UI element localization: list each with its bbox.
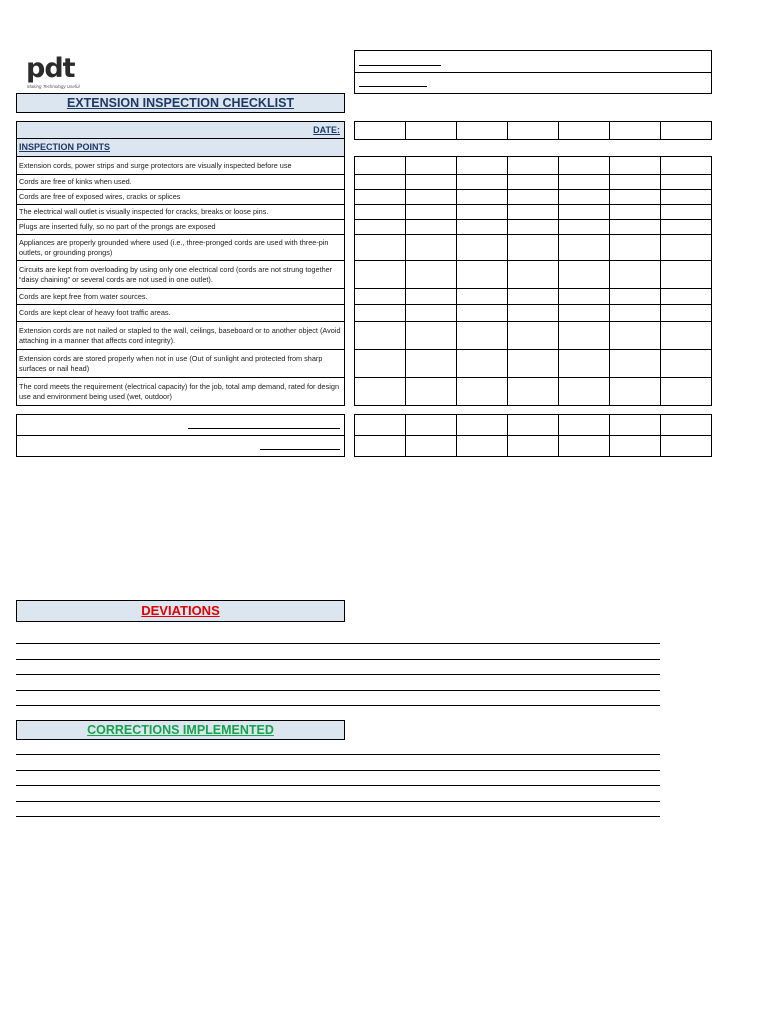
check-cell[interactable] — [610, 205, 661, 220]
inspection-points-label: INSPECTION POINTS — [19, 142, 111, 152]
signature-cell[interactable] — [457, 415, 508, 436]
inspection-item: Extension cords are not nailed or stapled to the wall, ceilings, baseboard or to another object (Avoid attaching in a manner that affects cord integrity). — [17, 322, 345, 350]
check-cell[interactable] — [610, 235, 661, 261]
check-cell[interactable] — [661, 378, 712, 406]
check-cell[interactable] — [406, 289, 457, 305]
check-cell[interactable] — [508, 190, 559, 205]
checklist-title — [16, 93, 345, 113]
date-cell[interactable] — [559, 122, 610, 140]
signature-cell[interactable] — [406, 436, 457, 457]
inspection-item: The electrical wall outlet is visually inspected for cracks, breaks or loose pins. — [17, 205, 345, 220]
signature-cell[interactable] — [610, 436, 661, 457]
check-cell[interactable] — [508, 220, 559, 235]
correction-line[interactable] — [16, 770, 660, 771]
check-cell[interactable] — [457, 289, 508, 305]
info-field-line[interactable] — [359, 65, 441, 66]
info-box — [354, 50, 712, 94]
signature-cell[interactable] — [661, 436, 712, 457]
correction-line[interactable] — [16, 816, 660, 817]
inspection-items-table — [16, 156, 345, 406]
checklist-title-text: EXTENSION INSPECTION CHECKLIST — [66, 96, 295, 110]
check-cell[interactable] — [406, 205, 457, 220]
check-cell[interactable] — [610, 220, 661, 235]
check-cell[interactable] — [508, 261, 559, 289]
check-cell[interactable] — [406, 235, 457, 261]
check-cell[interactable] — [508, 322, 559, 350]
deviation-line[interactable] — [16, 659, 660, 660]
logo-tagline: Making Technology Useful — [27, 84, 80, 89]
deviations-title: DEVIATIONS — [141, 603, 220, 618]
signature-cell[interactable] — [559, 415, 610, 436]
check-cell[interactable] — [457, 305, 508, 322]
check-cell[interactable] — [610, 190, 661, 205]
correction-line[interactable] — [16, 754, 660, 755]
check-cell[interactable] — [610, 261, 661, 289]
check-cell[interactable] — [559, 220, 610, 235]
check-cell[interactable] — [661, 305, 712, 322]
signature-cell[interactable] — [355, 436, 406, 457]
inspection-item: Circuits are kept from overloading by using only one electrical cord (cords are not strung together “daisy chaining” or several cords are not used in one outlet). — [17, 261, 345, 289]
inspection-item: The cord meets the requirement (electrical capacity) for the job, total amp demand, rated for design use and environment being used (wet, outdoor) — [17, 378, 345, 406]
signature-table — [16, 414, 345, 457]
inspection-item: Appliances are properly grounded where used (i.e., three-pronged cords are used with three-pin outlets, or grounding prongs) — [17, 235, 345, 261]
check-cell[interactable] — [559, 378, 610, 406]
check-cell[interactable] — [559, 350, 610, 378]
check-cell[interactable] — [559, 235, 610, 261]
signature-cell[interactable] — [508, 436, 559, 457]
deviation-line[interactable] — [16, 674, 660, 675]
check-cell[interactable] — [457, 235, 508, 261]
check-cell[interactable] — [457, 378, 508, 406]
deviation-line[interactable] — [16, 705, 660, 706]
check-cell[interactable] — [661, 190, 712, 205]
check-cell[interactable] — [457, 261, 508, 289]
check-cell[interactable] — [406, 305, 457, 322]
correction-line[interactable] — [16, 801, 660, 802]
check-cell[interactable] — [661, 157, 712, 175]
check-cell[interactable] — [610, 378, 661, 406]
signature-cell[interactable] — [355, 415, 406, 436]
correction-line[interactable] — [16, 785, 660, 786]
signature-cell[interactable] — [559, 436, 610, 457]
inspection-item: Extension cords, power strips and surge protectors are visually inspected before use — [17, 157, 345, 175]
date-cell[interactable] — [661, 122, 712, 140]
signature-cell[interactable] — [406, 415, 457, 436]
check-cell[interactable] — [355, 205, 406, 220]
check-cell[interactable] — [661, 175, 712, 190]
deviation-line[interactable] — [16, 643, 660, 644]
check-cell[interactable] — [559, 289, 610, 305]
check-cell[interactable] — [406, 350, 457, 378]
signature-line[interactable] — [188, 428, 340, 429]
date-cell[interactable] — [406, 122, 457, 140]
check-cell[interactable] — [406, 220, 457, 235]
signature-cell[interactable] — [508, 415, 559, 436]
info-box-divider — [355, 72, 711, 73]
check-cell[interactable] — [508, 157, 559, 175]
check-cell[interactable] — [457, 157, 508, 175]
check-cell[interactable] — [508, 235, 559, 261]
check-cell[interactable] — [661, 205, 712, 220]
check-cell[interactable] — [559, 322, 610, 350]
check-cell[interactable] — [406, 378, 457, 406]
check-cell[interactable] — [559, 157, 610, 175]
date-cell[interactable] — [610, 122, 661, 140]
check-cell[interactable] — [610, 157, 661, 175]
date-cell[interactable] — [457, 122, 508, 140]
corrections-heading — [16, 720, 345, 740]
check-cell[interactable] — [355, 157, 406, 175]
corrections-title: CORRECTIONS IMPLEMENTED — [87, 723, 274, 737]
check-cell[interactable] — [559, 261, 610, 289]
check-cell[interactable] — [610, 350, 661, 378]
check-cell[interactable] — [508, 175, 559, 190]
inspection-item: Cords are kept clear of heavy foot traffic areas. — [17, 305, 345, 322]
check-cell[interactable] — [559, 205, 610, 220]
inspection-item: Cords are free of kinks when used. — [17, 175, 345, 190]
signature-row — [17, 415, 345, 436]
check-cell[interactable] — [610, 289, 661, 305]
check-cell[interactable] — [508, 205, 559, 220]
check-cell[interactable] — [610, 175, 661, 190]
info-field-line[interactable] — [359, 86, 427, 87]
inspection-points-heading — [16, 139, 345, 157]
check-cell[interactable] — [406, 261, 457, 289]
check-cell[interactable] — [355, 350, 406, 378]
check-cell[interactable] — [355, 190, 406, 205]
check-cell[interactable] — [457, 190, 508, 205]
check-cell[interactable] — [508, 289, 559, 305]
date-label-band — [16, 121, 345, 139]
check-cell[interactable] — [508, 350, 559, 378]
check-cell[interactable] — [457, 322, 508, 350]
check-cell[interactable] — [406, 157, 457, 175]
inspection-check-grid — [354, 156, 712, 406]
check-cell[interactable] — [661, 235, 712, 261]
check-cell[interactable] — [406, 175, 457, 190]
check-cell[interactable] — [355, 220, 406, 235]
check-cell[interactable] — [355, 305, 406, 322]
check-cell[interactable] — [559, 305, 610, 322]
signature-cell[interactable] — [457, 436, 508, 457]
inspection-item: Plugs are inserted fully, so no part of the prongs are exposed — [17, 220, 345, 235]
check-cell[interactable] — [661, 322, 712, 350]
check-cell[interactable] — [457, 205, 508, 220]
signature-cell[interactable] — [610, 415, 661, 436]
date-cell[interactable] — [355, 122, 406, 140]
check-cell[interactable] — [661, 220, 712, 235]
check-cell[interactable] — [457, 175, 508, 190]
check-cell[interactable] — [355, 289, 406, 305]
date-cell[interactable] — [508, 122, 559, 140]
inspection-item: Cords are kept free from water sources. — [17, 289, 345, 305]
check-cell[interactable] — [559, 175, 610, 190]
check-cell[interactable] — [355, 175, 406, 190]
signature-line[interactable] — [260, 449, 340, 450]
check-cell[interactable] — [355, 378, 406, 406]
check-cell[interactable] — [355, 261, 406, 289]
check-cell[interactable] — [610, 305, 661, 322]
inspection-item: Extension cords are stored properly when not in use (Out of sunlight and protected from sharp surfaces or nail head) — [17, 350, 345, 378]
check-cell[interactable] — [457, 350, 508, 378]
deviations-heading — [16, 600, 345, 622]
check-cell[interactable] — [508, 305, 559, 322]
deviation-line[interactable] — [16, 690, 660, 691]
check-cell[interactable] — [661, 261, 712, 289]
inspection-item: Cords are free of exposed wires, cracks or splices — [17, 190, 345, 205]
date-entry-grid — [354, 121, 712, 140]
check-cell[interactable] — [610, 322, 661, 350]
signature-row — [17, 436, 345, 457]
company-logo: pdt — [26, 53, 75, 84]
check-cell[interactable] — [661, 350, 712, 378]
check-cell[interactable] — [355, 235, 406, 261]
check-cell[interactable] — [457, 220, 508, 235]
check-cell[interactable] — [355, 322, 406, 350]
signature-grid — [354, 414, 712, 457]
check-cell[interactable] — [508, 378, 559, 406]
date-label: DATE: — [313, 125, 340, 135]
signature-cell[interactable] — [661, 415, 712, 436]
check-cell[interactable] — [661, 289, 712, 305]
check-cell[interactable] — [559, 190, 610, 205]
check-cell[interactable] — [406, 322, 457, 350]
check-cell[interactable] — [406, 190, 457, 205]
